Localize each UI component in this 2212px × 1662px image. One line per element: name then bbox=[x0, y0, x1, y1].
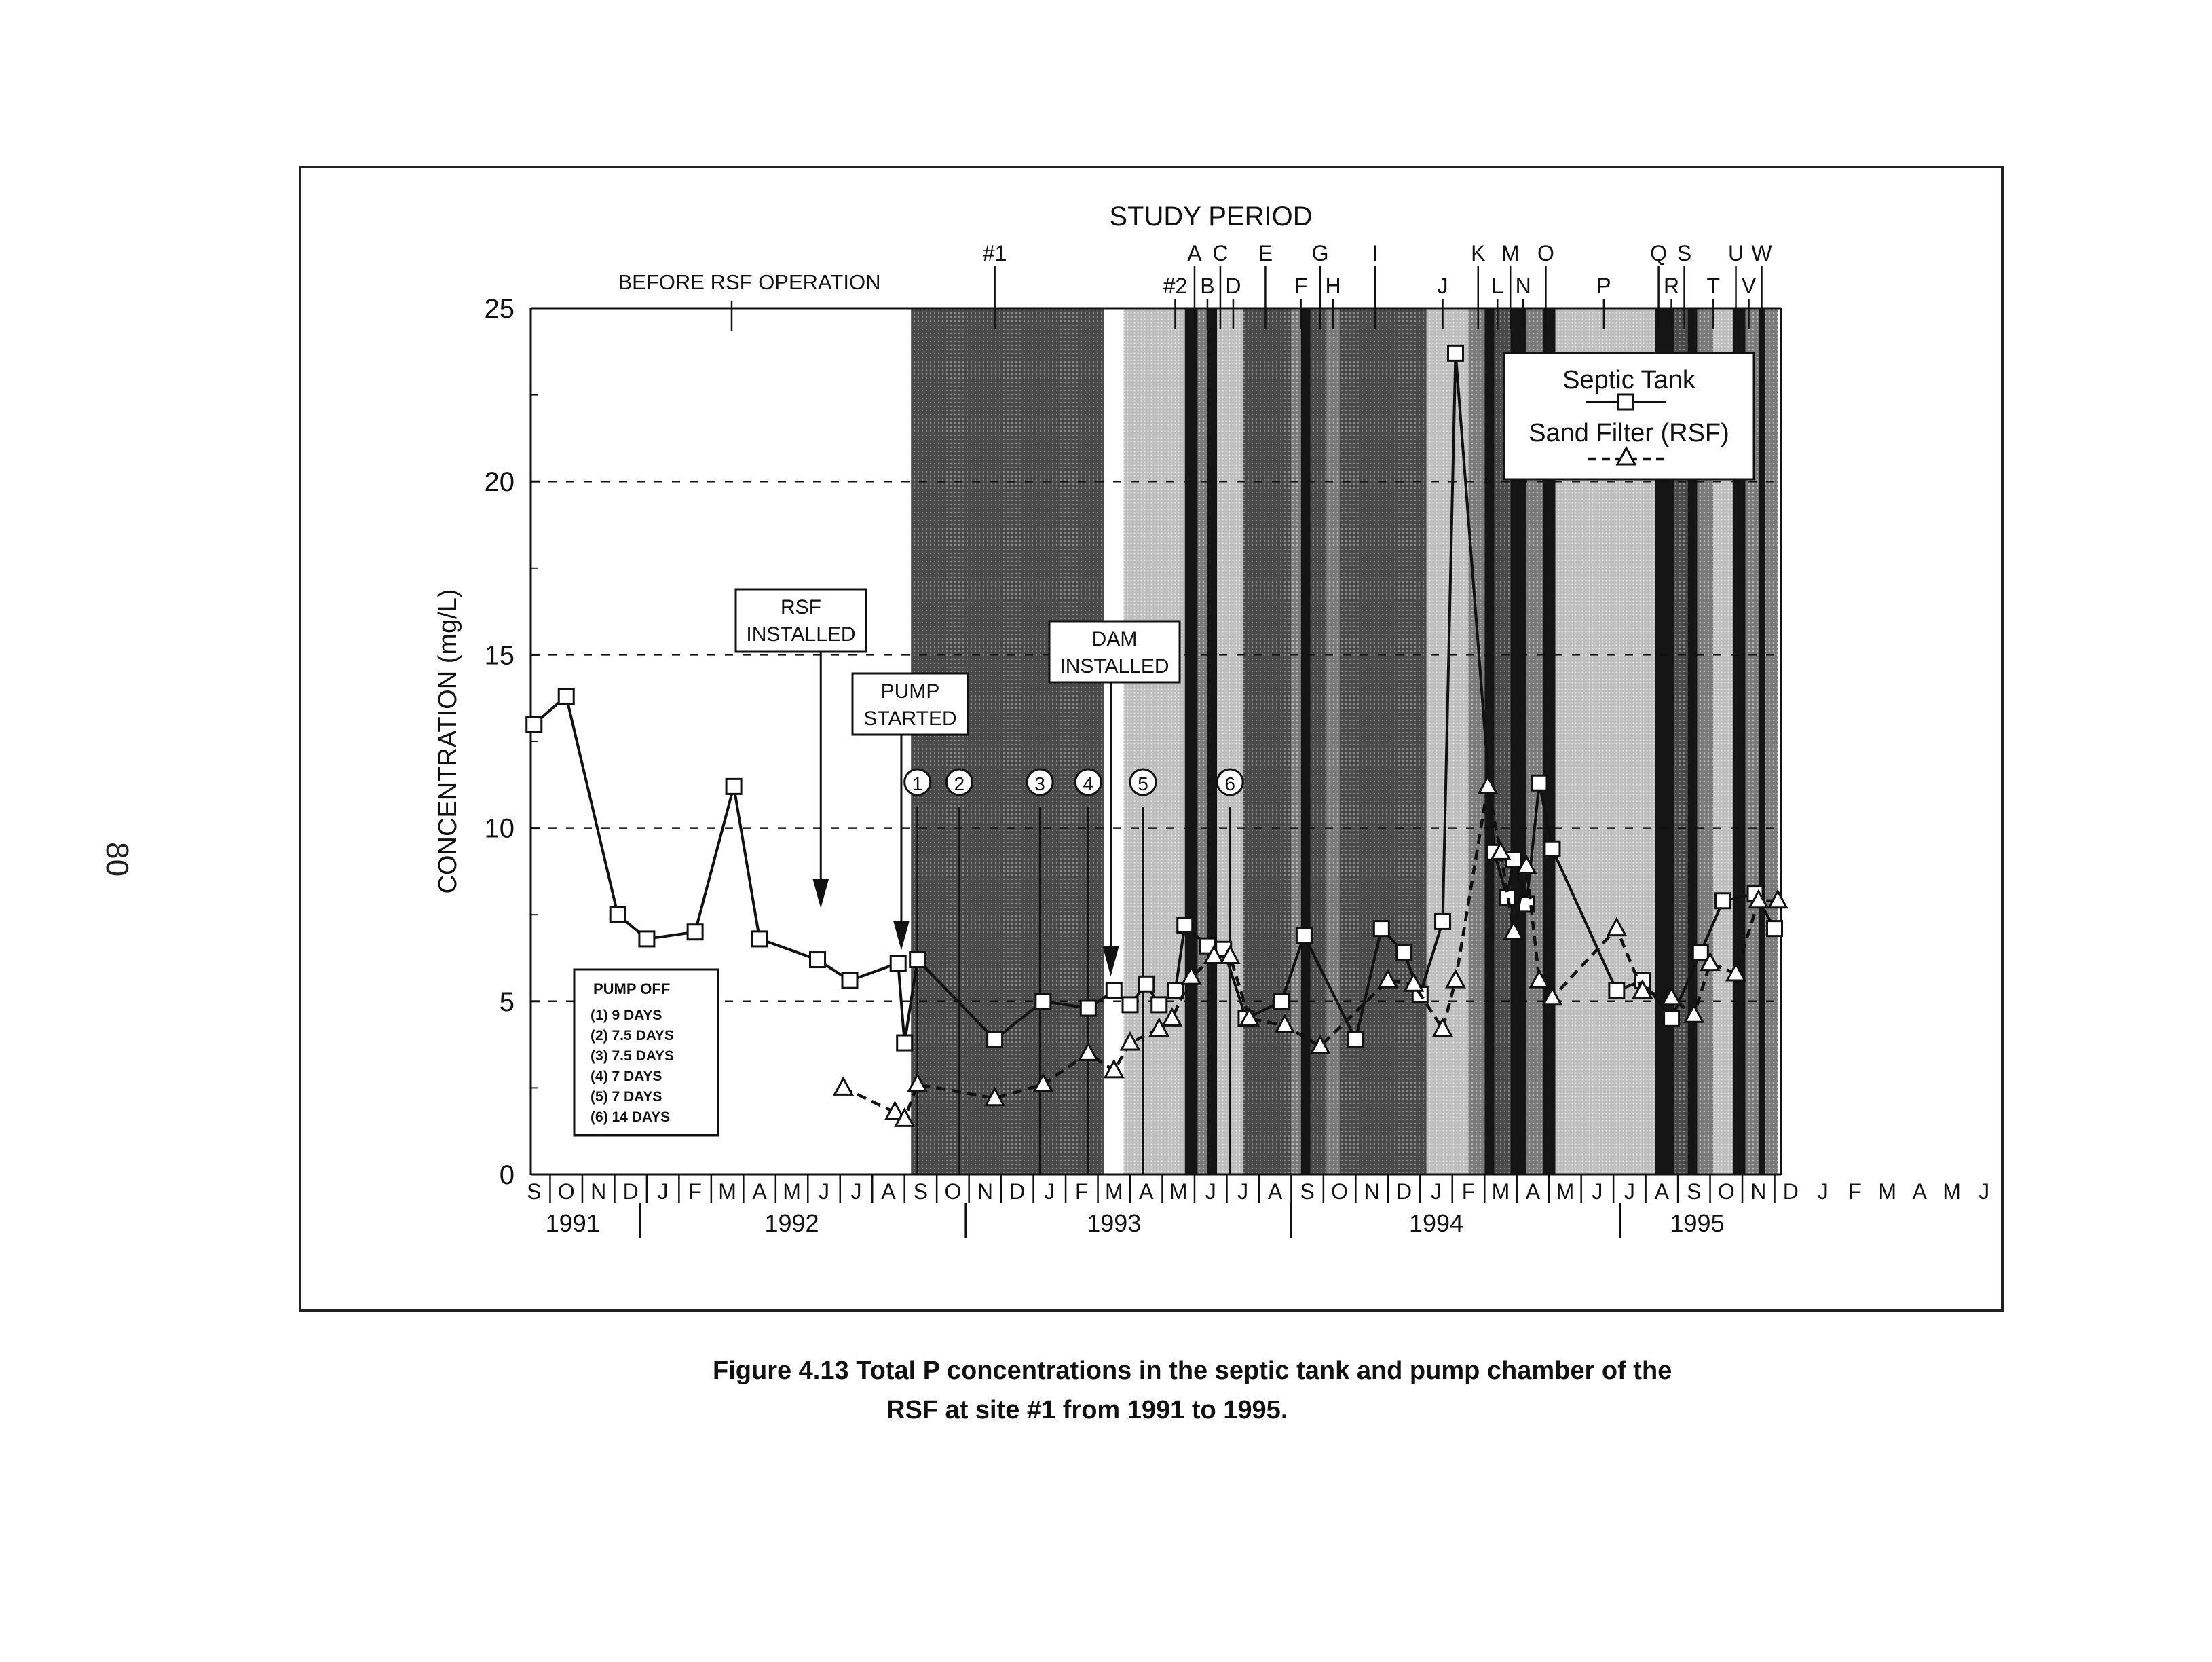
event-label: O bbox=[1537, 241, 1554, 265]
y-tick-label: 25 bbox=[484, 294, 514, 324]
month-label: N bbox=[1364, 1179, 1380, 1204]
data-point-square bbox=[1274, 994, 1289, 1009]
event-label: W bbox=[1751, 241, 1772, 265]
month-label: M bbox=[718, 1179, 736, 1204]
data-point-square bbox=[527, 716, 542, 731]
month-label: A bbox=[752, 1179, 767, 1204]
event-label: D bbox=[1225, 274, 1241, 298]
annotation-text: RSF bbox=[781, 596, 821, 618]
data-point-square bbox=[842, 973, 857, 988]
data-point-square bbox=[910, 953, 925, 967]
data-point-square bbox=[559, 689, 574, 704]
pump-off-box-row: (1) 9 DAYS bbox=[591, 1008, 662, 1023]
event-label: J bbox=[1437, 274, 1448, 298]
legend bbox=[1504, 353, 1754, 479]
month-label: A bbox=[1912, 1179, 1927, 1204]
event-label: Q bbox=[1650, 241, 1668, 265]
before-rsf-label: BEFORE RSF OPERATION bbox=[618, 270, 881, 294]
shading-band-dark bbox=[1243, 308, 1291, 1175]
year-label: 1994 bbox=[1408, 1209, 1464, 1237]
shading-band-medium bbox=[1291, 308, 1300, 1175]
month-label: J bbox=[657, 1179, 669, 1204]
event-label: B bbox=[1200, 274, 1215, 298]
total-p-chart bbox=[301, 168, 2001, 1309]
month-label: M bbox=[1169, 1179, 1188, 1204]
data-point-square bbox=[1139, 976, 1154, 991]
year-label: 1995 bbox=[1670, 1209, 1725, 1237]
month-label: J bbox=[850, 1179, 862, 1204]
data-point-square bbox=[1167, 983, 1182, 998]
data-point-square bbox=[897, 1035, 912, 1050]
data-point-square bbox=[1693, 945, 1708, 960]
caption-line-1: Figure 4.13 Total P concentrations in the septic tank and pump chamber of the bbox=[713, 1356, 1672, 1385]
event-label: A bbox=[1187, 241, 1202, 265]
month-label: D bbox=[622, 1179, 639, 1204]
month-label: J bbox=[1237, 1179, 1249, 1204]
shading-band-medium bbox=[1198, 308, 1207, 1175]
month-label: J bbox=[1979, 1179, 1990, 1204]
event-label: L bbox=[1491, 274, 1504, 298]
event-label: I bbox=[1372, 241, 1379, 265]
shading-band-black bbox=[1301, 308, 1311, 1175]
pump-off-box-row: (5) 7 DAYS bbox=[591, 1089, 662, 1105]
shading-band-dark bbox=[911, 308, 1104, 1175]
annotation-text: INSTALLED bbox=[746, 623, 856, 646]
annotation-text: STARTED bbox=[863, 707, 957, 730]
month-label: J bbox=[1044, 1179, 1055, 1204]
legend-label-septic: Septic Tank bbox=[1562, 366, 1695, 394]
month-label: S bbox=[1687, 1179, 1702, 1204]
annotation-rsf bbox=[736, 589, 866, 908]
month-label: O bbox=[944, 1179, 962, 1204]
data-point-square bbox=[726, 779, 741, 794]
shading-band-white bbox=[1104, 308, 1123, 1175]
pump-off-box-row: (6) 14 DAYS bbox=[591, 1109, 671, 1125]
month-label: A bbox=[881, 1179, 896, 1204]
y-tick-label: 5 bbox=[499, 986, 514, 1017]
shading-band-medium bbox=[1765, 308, 1778, 1175]
month-label: M bbox=[1878, 1179, 1896, 1204]
event-label: V bbox=[1741, 274, 1757, 298]
shading-band-black bbox=[1759, 308, 1765, 1175]
month-label: N bbox=[1750, 1179, 1767, 1204]
shading-band-black bbox=[1207, 308, 1217, 1175]
month-label: F bbox=[688, 1179, 702, 1204]
month-label: F bbox=[1075, 1179, 1089, 1204]
month-label: D bbox=[1782, 1179, 1799, 1204]
data-point-square bbox=[1545, 841, 1560, 856]
event-label: G bbox=[1311, 241, 1329, 265]
pump-off-box bbox=[574, 970, 718, 1135]
y-axis-label: CONCENTRATION (mg/L) bbox=[434, 589, 462, 894]
month-label: J bbox=[1592, 1179, 1603, 1204]
shading-band-medium bbox=[1469, 308, 1485, 1175]
figure-frame bbox=[299, 166, 2004, 1312]
data-point-square bbox=[988, 1032, 1002, 1047]
pump-off-number: 5 bbox=[1138, 773, 1148, 794]
pump-off-number: 1 bbox=[912, 773, 923, 794]
month-label: F bbox=[1461, 1179, 1476, 1204]
month-label: J bbox=[1817, 1179, 1829, 1204]
data-point-square bbox=[891, 956, 905, 971]
month-label: N bbox=[977, 1179, 993, 1204]
month-label: M bbox=[1104, 1179, 1123, 1204]
event-label: M bbox=[1501, 241, 1520, 265]
event-label: C bbox=[1212, 241, 1229, 265]
month-label: O bbox=[1331, 1179, 1349, 1204]
month-label: D bbox=[1009, 1179, 1026, 1204]
data-point-square bbox=[1036, 994, 1051, 1009]
month-label: J bbox=[1431, 1179, 1442, 1204]
event-label: H bbox=[1325, 274, 1341, 298]
annotation-text: DAM bbox=[1091, 628, 1138, 650]
event-label: P bbox=[1596, 274, 1611, 298]
data-point-square bbox=[1664, 1011, 1679, 1026]
data-point-square bbox=[1716, 893, 1731, 908]
month-label: S bbox=[1300, 1179, 1315, 1204]
data-point-square bbox=[1348, 1032, 1363, 1047]
event-label: U bbox=[1727, 241, 1744, 265]
month-label: N bbox=[591, 1179, 607, 1204]
y-tick-label: 15 bbox=[484, 640, 514, 671]
year-label: 1992 bbox=[764, 1209, 819, 1237]
pump-off-box-row: (4) 7 DAYS bbox=[591, 1069, 662, 1084]
data-point-square bbox=[1397, 945, 1412, 960]
year-label: 1991 bbox=[545, 1209, 600, 1237]
data-point-square bbox=[1532, 775, 1547, 790]
data-point-square bbox=[752, 931, 767, 946]
pump-off-box-title: PUMP OFF bbox=[593, 980, 671, 997]
legend-label-rsf: Sand Filter (RSF) bbox=[1529, 419, 1729, 447]
data-point-square bbox=[1767, 921, 1782, 936]
y-tick-label: 20 bbox=[484, 467, 514, 498]
page-number: 80 bbox=[100, 842, 135, 877]
month-label: J bbox=[1624, 1179, 1635, 1204]
event-label: N bbox=[1515, 274, 1531, 298]
data-point-square bbox=[1123, 997, 1138, 1012]
month-label: A bbox=[1654, 1179, 1670, 1204]
pump-off-number: 4 bbox=[1083, 773, 1094, 794]
month-label: O bbox=[1717, 1179, 1735, 1204]
year-label: 1993 bbox=[1087, 1209, 1142, 1237]
chart-title: STUDY PERIOD bbox=[1109, 202, 1313, 232]
event-label: S bbox=[1676, 241, 1692, 265]
month-label: J bbox=[1205, 1179, 1216, 1204]
event-label: #1 bbox=[982, 241, 1007, 265]
data-point-square bbox=[1618, 394, 1633, 409]
event-label: E bbox=[1258, 241, 1273, 265]
event-label: #2 bbox=[1163, 274, 1188, 298]
data-point-triangle bbox=[835, 1078, 852, 1094]
data-point-square bbox=[1609, 983, 1624, 998]
figure-caption bbox=[713, 1351, 1672, 1430]
pump-off-box-row: (2) 7.5 DAYS bbox=[591, 1028, 674, 1044]
annotation-arrow-head bbox=[893, 921, 910, 950]
data-point-square bbox=[639, 931, 654, 946]
annotation-text: PUMP bbox=[880, 680, 940, 703]
event-label: F bbox=[1294, 274, 1308, 298]
pump-off-number: 2 bbox=[954, 773, 965, 794]
annotation-text: INSTALLED bbox=[1060, 655, 1169, 678]
month-label: F bbox=[1848, 1179, 1862, 1204]
month-label: J bbox=[819, 1179, 830, 1204]
annotation-arrow-head bbox=[812, 879, 829, 908]
month-label: M bbox=[1943, 1179, 1961, 1204]
data-point-square bbox=[1436, 914, 1450, 929]
event-label: T bbox=[1706, 274, 1721, 298]
data-point-square bbox=[1178, 918, 1193, 933]
data-point-square bbox=[1448, 346, 1463, 361]
data-point-square bbox=[1152, 997, 1167, 1012]
month-label: M bbox=[1491, 1179, 1510, 1204]
shading-band-medium bbox=[1327, 308, 1340, 1175]
data-point-square bbox=[1081, 1001, 1095, 1016]
pump-off-number: 3 bbox=[1034, 773, 1045, 794]
month-label: A bbox=[1139, 1179, 1154, 1204]
month-label: S bbox=[527, 1179, 542, 1204]
month-label: A bbox=[1525, 1179, 1541, 1204]
data-point-square bbox=[810, 953, 825, 967]
month-label: M bbox=[783, 1179, 801, 1204]
y-tick-label: 10 bbox=[484, 813, 514, 844]
shading-band-black bbox=[1185, 308, 1198, 1175]
pump-off-number: 6 bbox=[1224, 773, 1235, 794]
y-tick-label: 0 bbox=[499, 1160, 514, 1190]
data-point-square bbox=[610, 907, 625, 922]
month-label: M bbox=[1556, 1179, 1575, 1204]
caption-line-2: RSF at site #1 from 1991 to 1995. bbox=[886, 1396, 1288, 1424]
data-point-square bbox=[1106, 983, 1121, 998]
pump-off-box-row: (3) 7.5 DAYS bbox=[591, 1048, 674, 1064]
data-point-square bbox=[688, 925, 702, 940]
month-label: O bbox=[557, 1179, 575, 1204]
month-label: A bbox=[1267, 1179, 1283, 1204]
event-label: K bbox=[1471, 241, 1486, 265]
event-label: R bbox=[1664, 274, 1680, 298]
data-point-square bbox=[1296, 928, 1311, 943]
month-label: S bbox=[913, 1179, 929, 1204]
data-point-square bbox=[1374, 921, 1389, 936]
month-label: D bbox=[1395, 1179, 1412, 1204]
